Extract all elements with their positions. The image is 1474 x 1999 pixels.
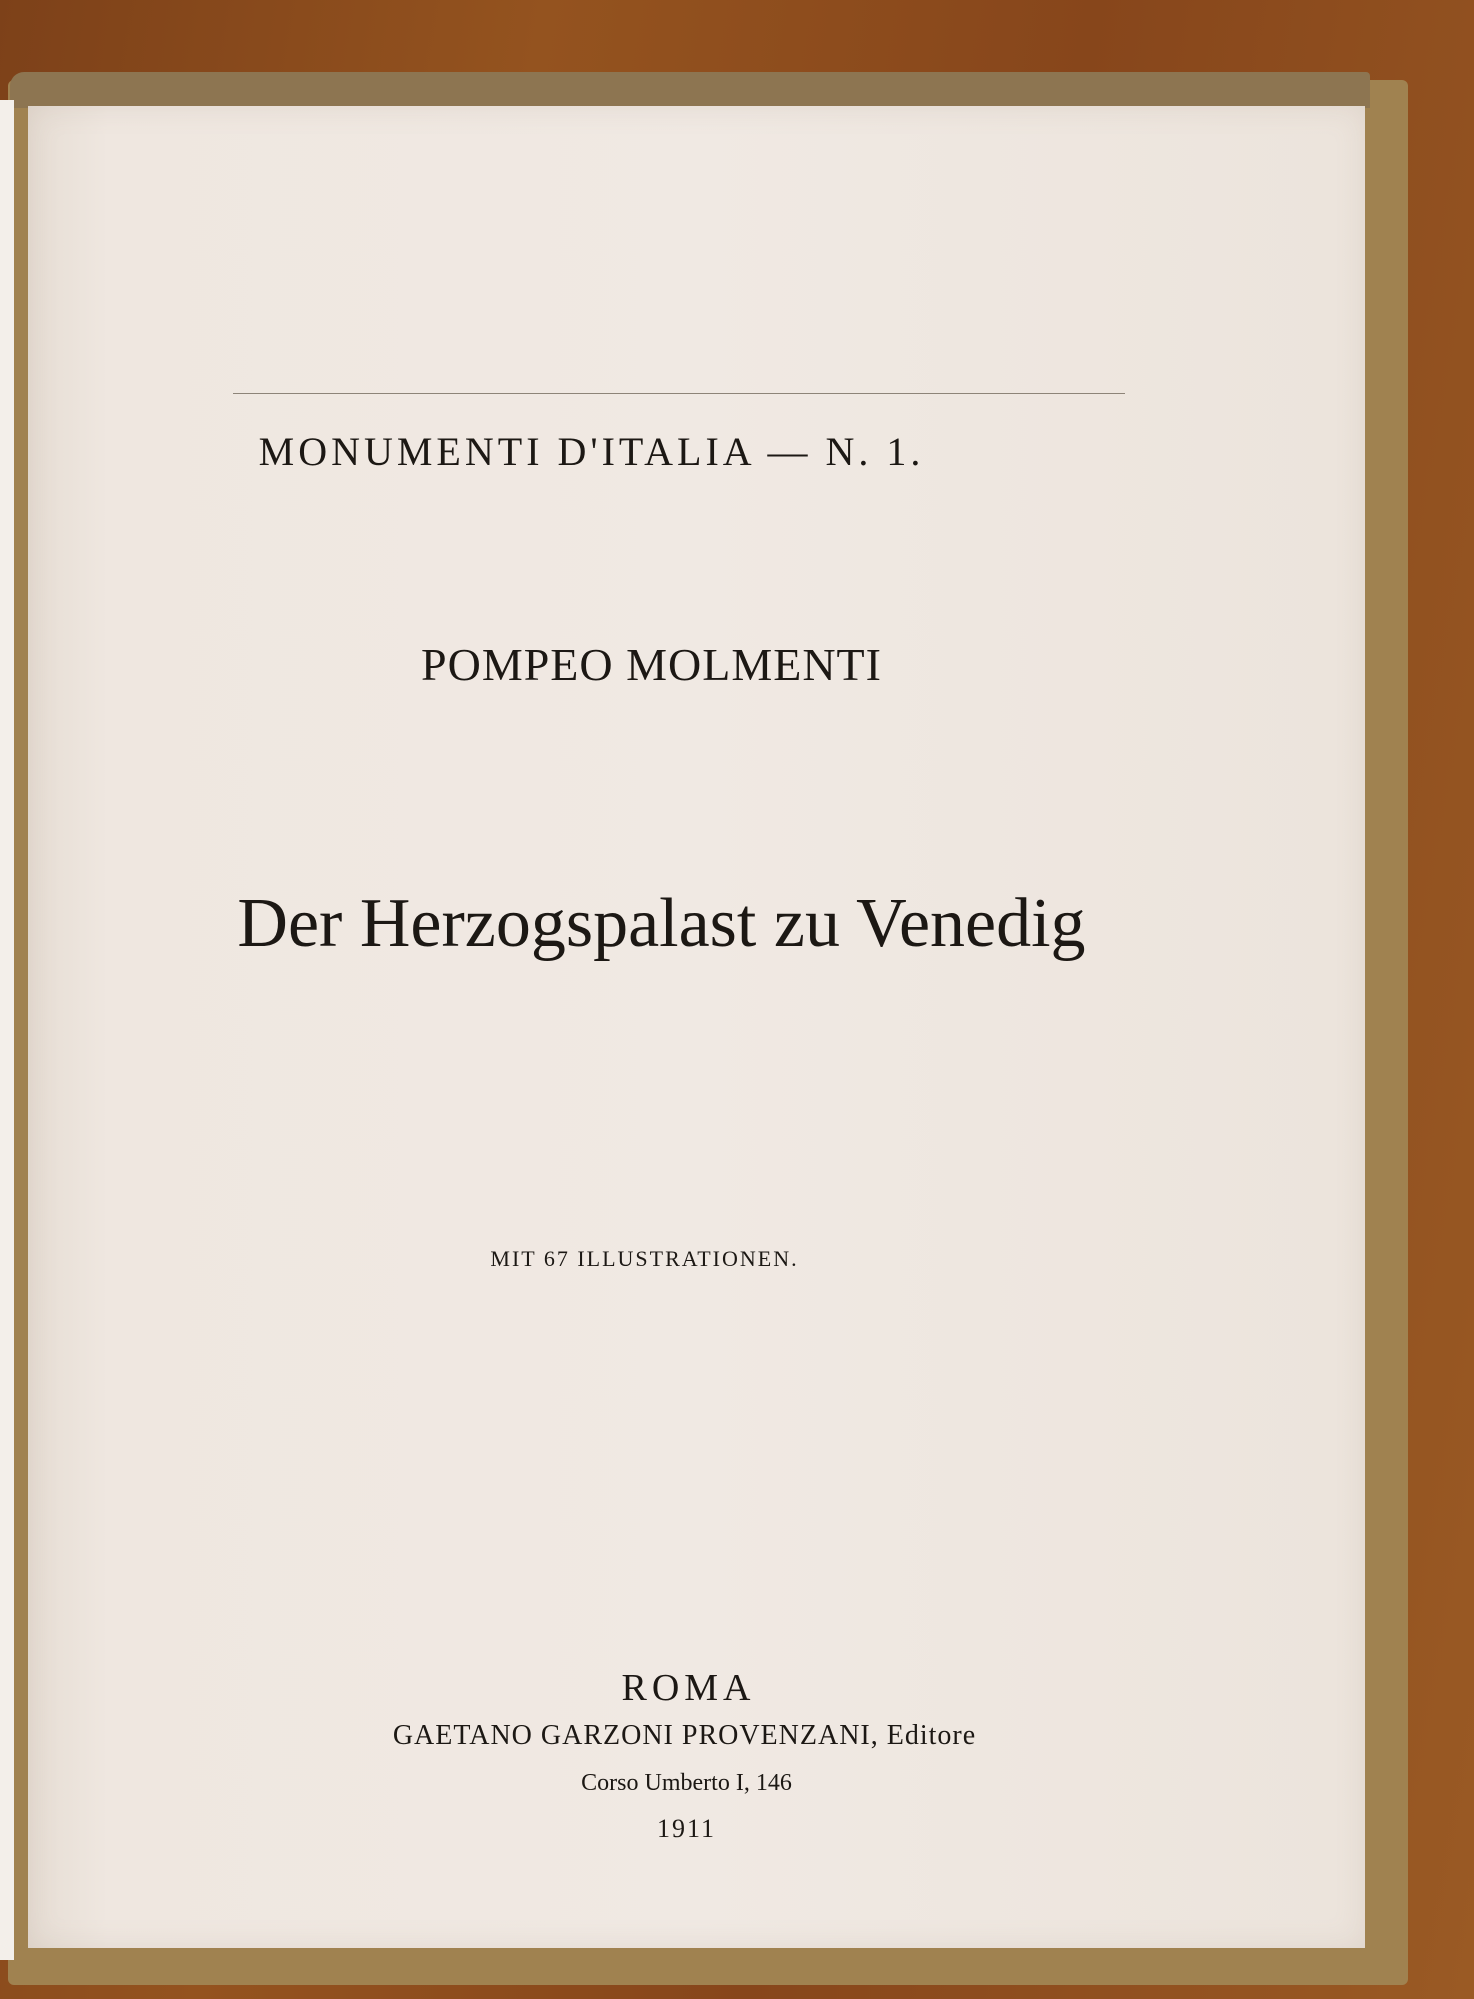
series-heading: MONUMENTI D'ITALIA — N. 1. <box>258 429 925 474</box>
title-page <box>28 106 1365 1948</box>
publication-year: 1911 <box>656 1814 717 1843</box>
illustrations-note: MIT 67 ILLUSTRATIONEN. <box>490 1246 799 1271</box>
previous-page-edge <box>0 100 14 1960</box>
author-name: POMPEO MOLMENTI <box>421 639 882 690</box>
publication-city: ROMA <box>621 1667 756 1709</box>
publisher-address: Corso Umberto I, 146 <box>581 1770 792 1796</box>
book-cover-top-edge <box>10 72 1370 108</box>
heading-rule <box>233 393 1125 394</box>
book-title: Der Herzogspalast zu Venedig <box>237 885 1086 962</box>
publisher: GAETANO GARZONI PROVENZANI, Editore <box>392 1720 977 1751</box>
